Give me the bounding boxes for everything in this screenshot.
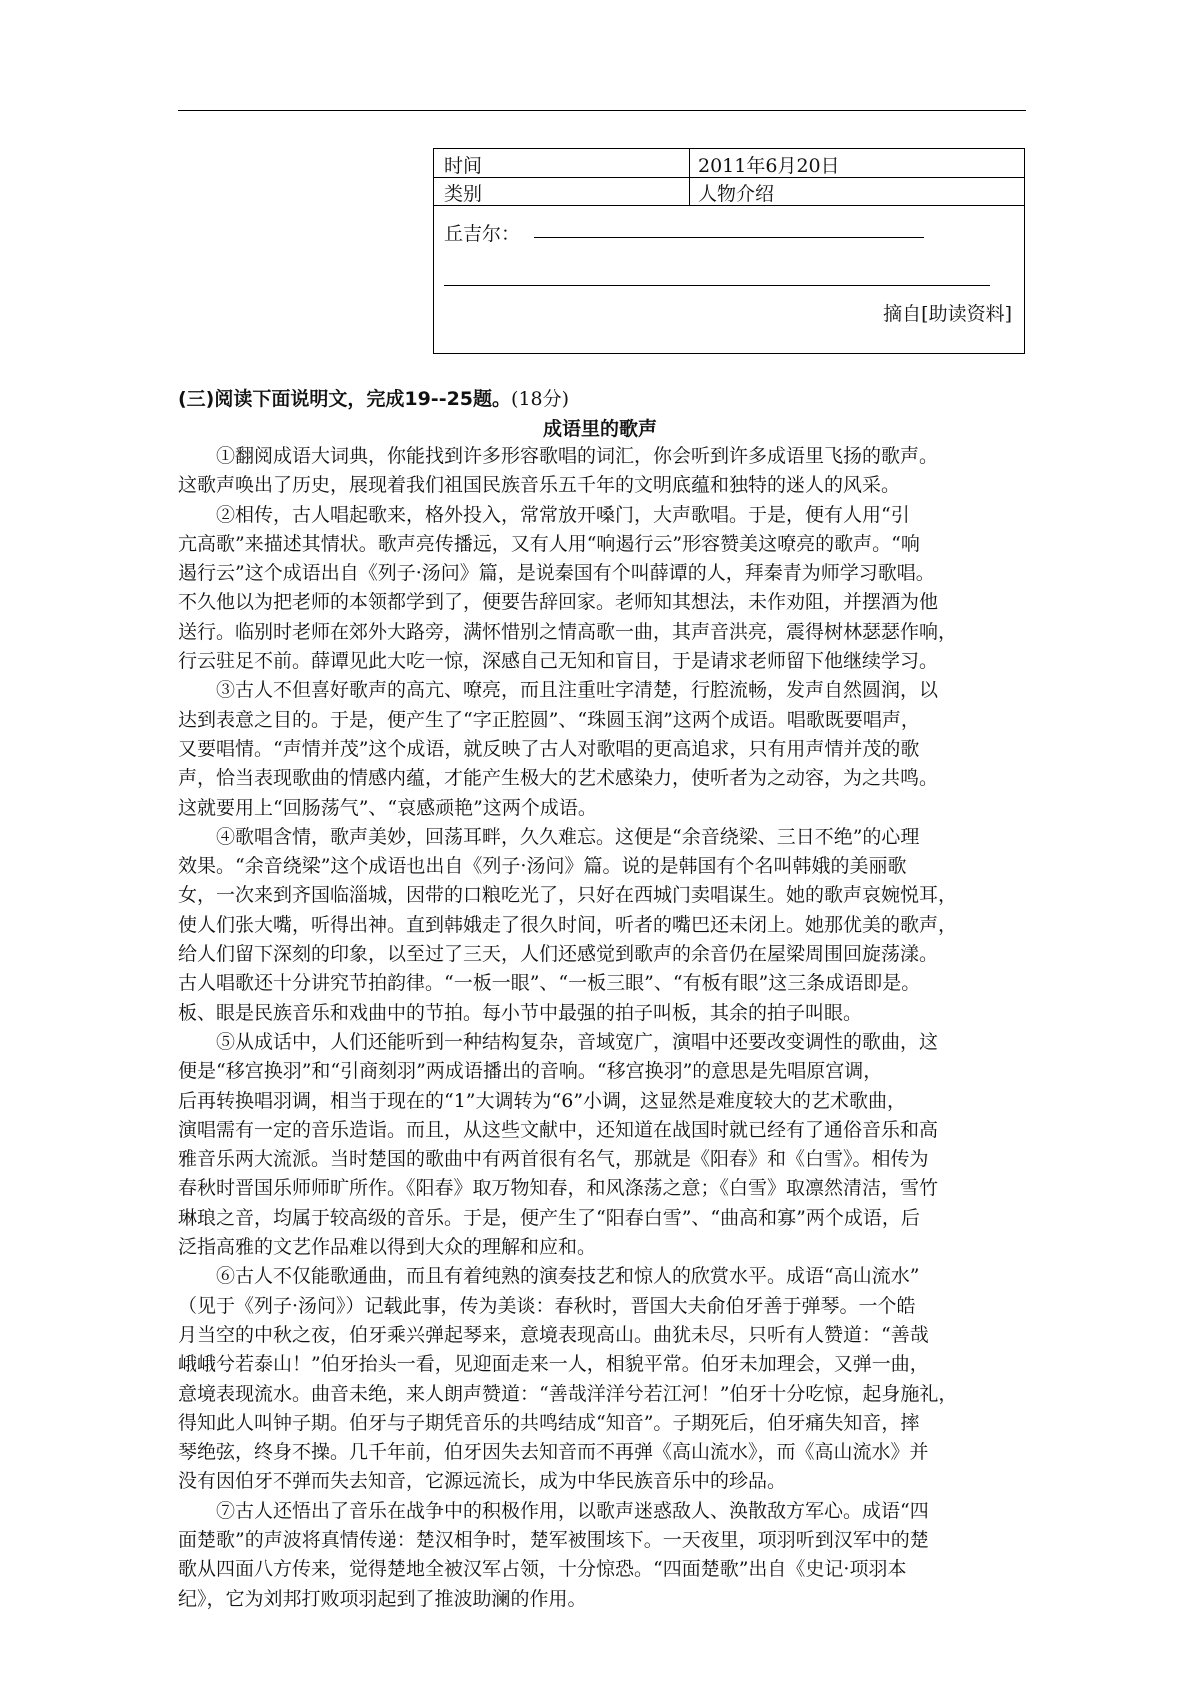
name-label: 丘吉尔： [444,223,521,245]
text-line: ②相传，古人唱起歌来，格外投入，常常放开嗓门，大声歌唱。于是，便有人用“引 [216,503,910,526]
text-line: 琳琅之音，均属于较高级的音乐。于是，便产生了“阳春白雪”、“曲高和寡”两个成语，后 [178,1206,920,1229]
category-row [434,177,1024,206]
text-line: 这歌声唤出了历史，展现着我们祖国民族音乐五千年的文明底蕴和独特的迷人的风采。 [178,474,901,497]
question-points: (18分) [511,388,570,410]
text-line: 不久他以为把老师的本领都学到了，便要告辞回家。老师知其想法，未作劝阻，并摆酒为他 [178,591,939,614]
text-line: 纪》，它为刘邦打败项羽起到了推波助澜的作用。 [178,1587,587,1610]
text-line: 便是“移宫换羽”和“引商刻羽”两成语播出的音响。“移宫换羽”的意思是先唱原宫调， [178,1060,883,1083]
text-line: 雅音乐两大流派。当时楚国的歌曲中有两首很有名气，那就是《阳春》和《白雪》。相传为 [178,1148,929,1171]
text-line: 后再转换唱羽调，相当于现在的“1”大调转为“6”小调，这显然是难度较大的艺术歌曲， [178,1089,907,1112]
time-label: 时间 [444,155,483,177]
text-line: 春秋时晋国乐师师旷所作。《阳春》取万物知春，和风涤荡之意；《白雪》取凛然清洁，雪竹 [178,1177,939,1200]
source-note: 摘自[助读资料] [883,303,1012,325]
text-line: 送行。临别时老师在郊外大路旁，满怀惜别之情高歌一曲，其声音洪亮，震得树林瑟瑟作响， [178,620,958,643]
text-line: 没有因伯牙不弹而失去知音，它源远流长，成为中华民族音乐中的珍品。 [178,1470,787,1493]
time-value: 2011年6月20日 [698,155,840,177]
text-line: ⑤从成话中，人们还能听到一种结构复杂，音域宽广，演唱中还要改变调性的歌曲，这 [216,1030,939,1053]
text-line: ④歌唱含情，歌声美妙，回荡耳畔，久久难忘。这便是“余音绕梁、三日不绝”的心理 [216,825,920,848]
text-line: 又要唱情。“声情并茂”这个成语，就反映了古人对歌唱的更高追求，只有用声情并茂的歌 [178,737,920,760]
text-line: ①翻阅成语大词典，你能找到许多形容歌唱的词汇，你会听到许多成语里飞扬的歌声。 [216,445,939,467]
question-header [178,384,569,411]
header-rule [178,110,1026,111]
text-line: 声，恰当表现歌曲的情感内蕴，才能产生极大的艺术感染力，使听者为之动容，为之共鸣。 [178,767,939,790]
text-line: ⑥古人不仅能歌通曲，而且有着纯熟的演奏技艺和惊人的欣赏水平。成语“高山流水” [216,1265,920,1288]
text-line: 面楚歌”的声波将真情传递：楚汉相争时，楚军被围垓下。一天夜里，项羽听到汉军中的楚 [178,1528,929,1551]
article-title: 成语里的歌声 [542,418,657,440]
article-body [178,442,1028,1614]
category-label: 类别 [444,183,483,205]
question-text: (三)阅读下面说明文，完成19--25题。 [178,388,512,410]
text-line: 古人唱歌还十分讲究节拍韵律。“一板一眼”、“一板三眼”、“有板有眼”这三条成语即是。 [178,972,921,995]
text-line: 泛指高雅的文艺作品难以得到大众的理解和应和。 [178,1236,597,1259]
text-line: 行云驻足不前。薛谭见此大吃一惊，深感自己无知和盲目，于是请求老师留下他继续学习。 [178,650,939,673]
text-line: 演唱需有一定的音乐造诣。而且，从这些文献中，还知道在战国时就已经有了通俗音乐和高 [178,1118,939,1141]
text-line: 使人们张大嘴，听得出神。直到韩娥走了很久时间，听者的嘴巴还未闭上。她那优美的歌声， [178,913,958,936]
text-line: 琴绝弦，终身不操。几千年前，伯牙因失去知音而不再弹《高山流水》，而《高山流水》并 [178,1441,929,1464]
text-line: （见于《列子·汤问》）记载此事，传为美谈：春秋时，晋国大夫俞伯牙善于弹琴。一个皓 [178,1294,916,1317]
text-line: 得知此人叫钟子期。伯牙与子期凭音乐的共鸣结成“知音”。子期死后，伯牙痛失知音，摔 [178,1411,920,1434]
text-line: 板、眼是民族音乐和戏曲中的节拍。每小节中最强的拍子叫板，其余的拍子叫眼。 [178,1001,863,1024]
text-line: 亢高歌”来描述其情状。歌声亮传播远，又有人用“响遏行云”形容赞美这嘹亮的歌声。“响 [178,532,920,555]
text-line: 给人们留下深刻的印象，以至过了三天，人们还感觉到歌声的余音仍在屋梁周围回旋荡漾。 [178,943,939,966]
text-line: 意境表现流水。曲音未绝，来人朗声赞道：“善哉洋洋兮若江河！”伯牙十分吃惊，起身施礼， [178,1382,958,1405]
text-line: 效果。“余音绕梁”这个成语也出自《列子·汤问》篇。说的是韩国有个名叫韩娥的美丽歌 [178,855,907,878]
info-card [433,148,1025,354]
text-line: ③古人不但喜好歌声的高亢、嘹亮，而且注重吐字清楚，行腔流畅，发声自然圆润，以 [216,679,939,702]
text-line: ⑦古人还悟出了音乐在战争中的积极作用，以歌声迷惑敌人、涣散敌方军心。成语“四 [216,1499,929,1522]
text-line: 遏行云”这个成语出自《列子·汤问》篇，是说秦国有个叫薛谭的人，拜秦青为师学习歌唱。 [178,562,935,585]
category-value: 人物介绍 [698,183,775,205]
time-row [434,149,1024,178]
text-line: 女，一次来到齐国临淄城，因带的口粮吃光了，只好在西城门卖唱谋生。她的歌声哀婉悦耳， [178,884,958,907]
text-line: 月当空的中秋之夜，伯牙乘兴弹起琴来，意境表现高山。曲犹未尽，只听有人赞道：“善哉 [178,1323,929,1346]
text-line: 达到表意之目的。于是，便产生了“字正腔圆”、“珠圆玉润”这两个成语。唱歌既要唱声， [178,708,920,731]
text-line: 歌从四面八方传来，觉得楚地全被汉军占领，十分惊恐。“四面楚歌”出自《史记·项羽本 [178,1558,907,1581]
text-line: 这就要用上“回肠荡气”、“哀感顽艳”这两个成语。 [178,796,597,819]
answer-line-2 [444,285,990,286]
answer-line-1 [534,237,924,238]
text-line: 峨峨兮若泰山！”伯牙抬头一看，见迎面走来一人，相貌平常。伯牙未加理会，又弹一曲， [178,1353,929,1376]
